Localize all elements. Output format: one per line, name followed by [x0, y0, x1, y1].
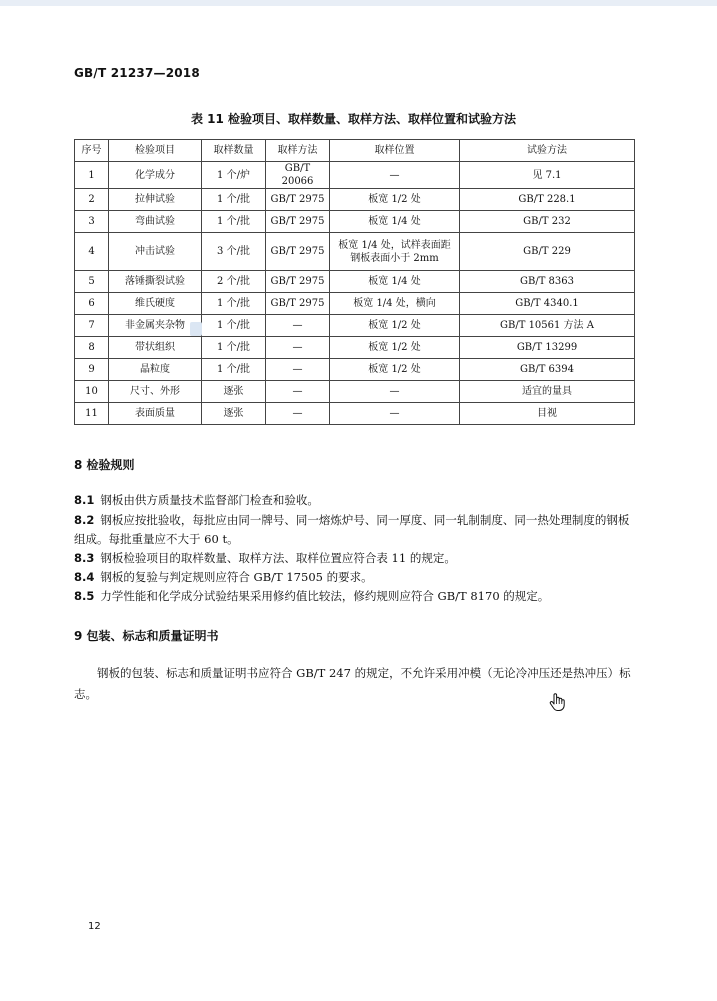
table-cell: — — [330, 162, 460, 189]
clause-text: 钢板应按批验收，每批应由同一牌号、同一熔炼炉号、同一厚度、同一轧制制度、同一热处理制度的钢板组成。每批重量应不大于 60 t。 — [74, 513, 630, 546]
page-number: 12 — [88, 921, 101, 932]
table-cell: 逐张 — [202, 381, 266, 403]
table-cell: 拉伸试验 — [109, 189, 202, 211]
table-cell: 1 个/炉 — [202, 162, 266, 189]
table-cell: 5 — [75, 271, 109, 293]
table-cell: GB/T 20066 — [266, 162, 330, 189]
table-cell: 化学成分 — [109, 162, 202, 189]
table-cell: — — [266, 315, 330, 337]
table-cell: 2 — [75, 189, 109, 211]
inspection-table — [74, 139, 635, 425]
table-cell: GB/T 228.1 — [460, 189, 635, 211]
table-cell: 落锤撕裂试验 — [109, 271, 202, 293]
table-cell: — — [330, 403, 460, 425]
table-cell: 1 个/批 — [202, 359, 266, 381]
clause-number: 8.3 — [74, 551, 95, 565]
table-cell: 带状组织 — [109, 337, 202, 359]
column-header: 取样位置 — [330, 140, 460, 162]
table-cell: 3 个/批 — [202, 233, 266, 271]
clause-number: 8.1 — [74, 493, 95, 507]
table-cell: 板宽 1/2 处 — [330, 359, 460, 381]
clause-text: 钢板由供方质量技术监督部门检查和验收。 — [100, 493, 319, 507]
table-row — [75, 403, 635, 425]
table-cell: 11 — [75, 403, 109, 425]
section-9-body: 钢板的包装、标志和质量证明书应符合 GB/T 247 的规定，不允许采用冲模（无论冷冲压还是热冲压）标志。 — [74, 666, 631, 701]
table-row — [75, 293, 635, 315]
table-cell: 弯曲试验 — [109, 211, 202, 233]
table-cell: 目视 — [460, 403, 635, 425]
table-cell: GB/T 8363 — [460, 271, 635, 293]
table-cell: 3 — [75, 211, 109, 233]
table-cell: — — [266, 403, 330, 425]
table-cell: 板宽 1/4 处，横向 — [330, 293, 460, 315]
table-row — [75, 381, 635, 403]
table-cell: GB/T 10561 方法 A — [460, 315, 635, 337]
table-row — [75, 189, 635, 211]
clause-text: 钢板的复验与判定规则应符合 GB/T 17505 的要求。 — [100, 570, 373, 584]
table-row — [75, 315, 635, 337]
table-cell: — — [330, 381, 460, 403]
clause-8-5 — [74, 587, 634, 606]
clause-8-1 — [74, 491, 634, 510]
clause-number: 8.2 — [74, 513, 95, 527]
column-header: 试验方法 — [460, 140, 635, 162]
viewer-top-bar — [0, 0, 717, 6]
table-row — [75, 211, 635, 233]
table-cell: GB/T 2975 — [266, 233, 330, 271]
table-cell: 1 个/批 — [202, 293, 266, 315]
clause-8-3 — [74, 549, 634, 568]
document-code-header: GB/T 21237—2018 — [74, 66, 200, 80]
table-cell: 板宽 1/2 处 — [330, 337, 460, 359]
table-title: 表 11 检验项目、取样数量、取样方法、取样位置和试验方法 — [190, 112, 517, 126]
column-header: 取样方法 — [266, 140, 330, 162]
table-cell: GB/T 2975 — [266, 189, 330, 211]
table-row — [75, 337, 635, 359]
table-cell: 1 个/批 — [202, 337, 266, 359]
table-cell: GB/T 2975 — [266, 211, 330, 233]
clause-number: 8.4 — [74, 570, 95, 584]
clause-8-2 — [74, 511, 634, 549]
table-cell: 维氏硬度 — [109, 293, 202, 315]
table-cell: GB/T 2975 — [266, 271, 330, 293]
table-cell: 冲击试验 — [109, 233, 202, 271]
table-cell: 晶粒度 — [109, 359, 202, 381]
clause-number: 8.5 — [74, 589, 95, 603]
column-header: 取样数量 — [202, 140, 266, 162]
section-9-heading: 9 包装、标志和质量证明书 — [74, 629, 219, 643]
table-cell: 适宜的量具 — [460, 381, 635, 403]
table-cell: 板宽 1/4 处 — [330, 271, 460, 293]
hand-cursor-icon — [548, 692, 566, 712]
table-cell: 非金属夹杂物 — [109, 315, 202, 337]
table-cell: 板宽 1/2 处 — [330, 315, 460, 337]
table-cell: 1 个/批 — [202, 315, 266, 337]
table-cell: 1 个/批 — [202, 189, 266, 211]
table-cell: 尺寸、外形 — [109, 381, 202, 403]
clause-8-4 — [74, 568, 634, 587]
table-row — [75, 233, 635, 271]
table-cell: 板宽 1/4 处 — [330, 211, 460, 233]
table-row — [75, 359, 635, 381]
table-cell: 8 — [75, 337, 109, 359]
clause-text: 钢板检验项目的取样数量、取样方法、取样位置应符合表 11 的规定。 — [100, 551, 456, 565]
table-cell: 表面质量 — [109, 403, 202, 425]
table-cell: 板宽 1/4 处，试样表面距钢板表面小于 2mm — [330, 233, 460, 271]
table-cell: 1 个/批 — [202, 211, 266, 233]
watermark-mark — [190, 322, 202, 336]
table-cell: GB/T 4340.1 — [460, 293, 635, 315]
column-header: 检验项目 — [109, 140, 202, 162]
table-cell: — — [266, 381, 330, 403]
table-cell: 见 7.1 — [460, 162, 635, 189]
table-cell: GB/T 6394 — [460, 359, 635, 381]
table-cell: GB/T 229 — [460, 233, 635, 271]
table-cell: 逐张 — [202, 403, 266, 425]
table-row — [75, 271, 635, 293]
table-cell: 1 — [75, 162, 109, 189]
column-header: 序号 — [75, 140, 109, 162]
table-row — [75, 162, 635, 189]
table-cell: — — [266, 337, 330, 359]
table-cell: 7 — [75, 315, 109, 337]
table-cell: 6 — [75, 293, 109, 315]
clause-text: 力学性能和化学成分试验结果采用修约值比较法，修约规则应符合 GB/T 8170 的规定。 — [100, 589, 550, 603]
table-cell: GB/T 232 — [460, 211, 635, 233]
table-cell: 板宽 1/2 处 — [330, 189, 460, 211]
table-cell: GB/T 2975 — [266, 293, 330, 315]
table-cell: 9 — [75, 359, 109, 381]
table-header-row — [75, 140, 635, 162]
table-cell: 4 — [75, 233, 109, 271]
table-cell: GB/T 13299 — [460, 337, 635, 359]
table-cell: — — [266, 359, 330, 381]
table-cell: 10 — [75, 381, 109, 403]
table-cell: 2 个/批 — [202, 271, 266, 293]
section-8-heading: 8 检验规则 — [74, 458, 135, 472]
